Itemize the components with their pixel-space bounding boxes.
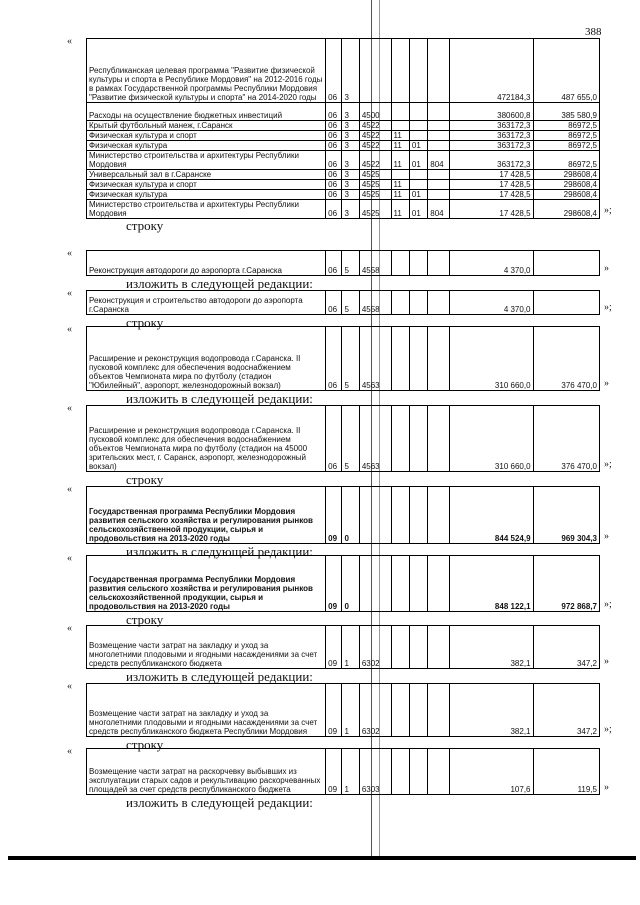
code-cell (409, 749, 427, 795)
code-cell: 3 (342, 190, 359, 200)
open-quote-mark: « (67, 288, 72, 299)
open-quote-mark: « (67, 623, 72, 634)
budget-table (86, 250, 600, 276)
amount-cell: 844 524,9 (449, 487, 533, 544)
code-cell (428, 131, 449, 141)
code-cell (409, 103, 427, 121)
row-name-cell: Универсальный зал в г.Саранске (87, 170, 326, 180)
code-cell (428, 121, 449, 131)
code-cell (428, 556, 449, 612)
code-cell (428, 170, 449, 180)
code-cell (409, 39, 427, 103)
row-name-cell: Государственная программа Республики Мордовия развития сельского хозяйства и регулирования рынков сельскохозяйственной продукции, сырья и продовольствия на 2013-2020 годы (87, 556, 326, 612)
row-name-cell: Реконструкция автодороги до аэропорта г.Саранска (87, 251, 326, 276)
code-cell (428, 749, 449, 795)
code-cell (391, 406, 409, 472)
row-name-cell: Государственная программа Республики Мордовия развития сельского хозяйства и регулирования рынков сельскохозяйственной продукции, сырья и продовольствия на 2013-2020 годы (87, 487, 326, 544)
code-cell (409, 487, 427, 544)
page-number: 388 (585, 26, 602, 38)
code-cell: 09 (326, 626, 342, 669)
amount-cell: 86972,5 (533, 151, 599, 170)
amount-cell: 17 428,5 (449, 200, 533, 219)
code-cell (428, 684, 449, 737)
code-cell: 3 (342, 131, 359, 141)
amount-cell: 363172,3 (449, 121, 533, 131)
amount-cell: 385 580,9 (533, 103, 599, 121)
code-cell (391, 291, 409, 315)
open-quote-mark: « (67, 324, 72, 335)
row-name-cell: Министерство строительства и архитектуры Республики Мордовия (87, 151, 326, 170)
code-cell (428, 327, 449, 391)
close-quote-mark: »; (604, 205, 612, 216)
code-cell: 4522 (359, 141, 391, 151)
code-cell (391, 170, 409, 180)
table-row (87, 131, 600, 141)
amount-cell: 86972,5 (533, 121, 599, 131)
code-cell: 11 (391, 131, 409, 141)
table-row (87, 749, 600, 795)
row-name-cell: Возмещение части затрат на закладку и уход за многолетними плодовыми и ягодными насаждениями за счет средств республиканского бюджета Республики Мордовия (87, 684, 326, 737)
code-cell (391, 684, 409, 737)
amount-cell: 310 660,0 (449, 327, 533, 391)
row-name-cell: Расходы на осуществление бюджетных инвестиций (87, 103, 326, 121)
amount-cell: 310 660,0 (449, 406, 533, 472)
table-row (87, 103, 600, 121)
amount-cell: 298608,4 (533, 180, 599, 190)
row-name-cell: Физическая культура (87, 141, 326, 151)
amount-cell: 17 428,5 (449, 170, 533, 180)
code-cell: 4558 (359, 291, 391, 315)
row-name-cell: Физическая культура и спорт (87, 131, 326, 141)
amount-cell: 17 428,5 (449, 180, 533, 190)
amount-cell: 382,1 (449, 626, 533, 669)
code-cell: 1 (342, 749, 359, 795)
code-cell: 3 (342, 180, 359, 190)
code-cell: 0 (342, 487, 359, 544)
code-cell: 4500 (359, 103, 391, 121)
amount-cell: 298608,4 (533, 200, 599, 219)
code-cell: 6303 (359, 749, 391, 795)
label-row: строку (126, 315, 164, 330)
label-edit: изложить в следующей редакции: (126, 669, 313, 684)
code-cell: 5 (342, 291, 359, 315)
amount-cell: 969 304,3 (533, 487, 599, 544)
bottom-rule (8, 856, 636, 860)
code-cell: 09 (326, 487, 342, 544)
amount-cell: 972 868,7 (533, 556, 599, 612)
label-edit: изложить в следующей редакции: (126, 276, 313, 291)
budget-table (86, 405, 600, 472)
row-name-cell: Физическая культура (87, 190, 326, 200)
amount-cell: 363172,3 (449, 141, 533, 151)
code-cell (409, 180, 427, 190)
code-cell (409, 291, 427, 315)
code-cell: 4525 (359, 180, 391, 190)
budget-table (86, 683, 600, 737)
code-cell: 4563 (359, 327, 391, 391)
code-cell: 06 (326, 103, 342, 121)
amount-cell: 472184,3 (449, 39, 533, 103)
amount-cell: 17 428,5 (449, 190, 533, 200)
code-cell (428, 103, 449, 121)
amount-cell: 119,5 (533, 749, 599, 795)
code-cell: 06 (326, 406, 342, 472)
code-cell: 4522 (359, 151, 391, 170)
amount-cell: 376 470,0 (533, 406, 599, 472)
row-name-cell: Расширение и реконструкция водопровода г.Саранска. II пусковой комплекс для обеспечения водоснабжением объектов Чемпионата мира по футболу (стадион "Юбилейный", аэропорт, железнодорожный вокзал) (87, 327, 326, 391)
code-cell (391, 121, 409, 131)
amount-cell: 363172,3 (449, 131, 533, 141)
row-name-cell: Расширение и реконструкция водопровода г.Саранска. II пусковой комплекс для обеспечения водоснабжением объектов Чемпионата мира по футболу (стадион на 45000 зрительских мест, г. Саранск, аэропорт, железнодорожный вокзал) (87, 406, 326, 472)
code-cell: 6302 (359, 684, 391, 737)
code-cell (409, 626, 427, 669)
amount-cell: 4 370,0 (449, 291, 533, 315)
label-edit: изложить в следующей редакции: (126, 544, 313, 559)
code-cell (428, 180, 449, 190)
row-name-cell: Министерство строительства и архитектуры Республики Мордовия (87, 200, 326, 219)
open-quote-mark: « (67, 403, 72, 414)
code-cell: 06 (326, 151, 342, 170)
code-cell: 5 (342, 406, 359, 472)
budget-table (86, 625, 600, 669)
amount-cell (533, 251, 599, 276)
code-cell: 06 (326, 200, 342, 219)
code-cell (391, 103, 409, 121)
code-cell (359, 39, 391, 103)
code-cell: 4522 (359, 121, 391, 131)
code-cell: 09 (326, 749, 342, 795)
code-cell (409, 327, 427, 391)
code-cell: 11 (391, 141, 409, 151)
code-cell (428, 251, 449, 276)
budget-table (86, 555, 600, 612)
close-quote-mark: »; (604, 302, 612, 313)
code-cell: 3 (342, 103, 359, 121)
amount-cell: 298608,4 (533, 170, 599, 180)
code-cell: 6302 (359, 626, 391, 669)
code-cell (409, 121, 427, 131)
code-cell: 5 (342, 251, 359, 276)
table-row (87, 406, 600, 472)
close-quote-mark: » (604, 782, 609, 793)
row-name-cell: Возмещение части затрат на закладку и уход за многолетними плодовыми и ягодными насаждениями за счет средств республиканского бюджета (87, 626, 326, 669)
code-cell (428, 626, 449, 669)
code-cell (428, 39, 449, 103)
code-cell (409, 556, 427, 612)
budget-table (86, 326, 600, 391)
code-cell: 09 (326, 556, 342, 612)
code-cell: 09 (326, 684, 342, 737)
code-cell: 4563 (359, 406, 391, 472)
code-cell: 01 (409, 200, 427, 219)
open-quote-mark: « (67, 746, 72, 757)
amount-cell: 4 370,0 (449, 251, 533, 276)
table-row (87, 327, 600, 391)
code-cell: 06 (326, 39, 342, 103)
open-quote-mark: « (67, 484, 72, 495)
code-cell: 3 (342, 200, 359, 219)
code-cell: 06 (326, 190, 342, 200)
close-quote-mark: » (604, 656, 609, 667)
code-cell: 06 (326, 291, 342, 315)
code-cell (391, 251, 409, 276)
table-row (87, 626, 600, 669)
code-cell (409, 131, 427, 141)
open-quote-mark: « (67, 36, 72, 47)
amount-cell: 347,2 (533, 626, 599, 669)
open-quote-mark: « (67, 681, 72, 692)
table-row (87, 251, 600, 276)
code-cell (428, 291, 449, 315)
code-cell: 3 (342, 39, 359, 103)
budget-table (86, 486, 600, 544)
code-cell: 5 (342, 327, 359, 391)
code-cell: 01 (409, 141, 427, 151)
label-row: строку (126, 218, 164, 233)
open-quote-mark: « (67, 553, 72, 564)
code-cell: 804 (428, 151, 449, 170)
code-cell (391, 39, 409, 103)
code-cell (391, 749, 409, 795)
close-quote-mark: » (604, 531, 609, 542)
amount-cell: 382,1 (449, 684, 533, 737)
code-cell (391, 487, 409, 544)
amount-cell: 86972,5 (533, 141, 599, 151)
amount-cell: 298608,4 (533, 190, 599, 200)
table-row (87, 180, 600, 190)
code-cell: 3 (342, 141, 359, 151)
label-row: строку (126, 612, 164, 627)
code-cell: 1 (342, 684, 359, 737)
table-row (87, 190, 600, 200)
code-cell (409, 251, 427, 276)
amount-cell: 363172,3 (449, 151, 533, 170)
code-cell: 11 (391, 180, 409, 190)
amount-cell: 380600,8 (449, 103, 533, 121)
code-cell (428, 487, 449, 544)
code-cell: 4525 (359, 200, 391, 219)
row-name-cell: Крытый футбольный манеж, г.Саранск (87, 121, 326, 131)
close-quote-mark: »; (604, 599, 612, 610)
table-row (87, 39, 600, 103)
table-row (87, 487, 600, 544)
amount-cell: 848 122,1 (449, 556, 533, 612)
table-row (87, 556, 600, 612)
amount-cell: 376 470,0 (533, 327, 599, 391)
code-cell: 11 (391, 151, 409, 170)
budget-table (86, 290, 600, 315)
code-cell: 3 (342, 151, 359, 170)
close-quote-mark: » (604, 263, 609, 274)
row-name-cell: Реконструкция и строительство автодороги до аэропорта г.Саранска (87, 291, 326, 315)
code-cell (428, 190, 449, 200)
code-cell (391, 556, 409, 612)
code-cell: 804 (428, 200, 449, 219)
label-edit: изложить в следующей редакции: (126, 795, 313, 810)
table-row (87, 141, 600, 151)
code-cell: 4525 (359, 190, 391, 200)
code-cell: 06 (326, 141, 342, 151)
table-row (87, 200, 600, 219)
code-cell (409, 684, 427, 737)
label-edit: изложить в следующей редакции: (126, 391, 313, 406)
code-cell: 4522 (359, 131, 391, 141)
code-cell (359, 487, 391, 544)
code-cell: 01 (409, 151, 427, 170)
amount-cell: 107,6 (449, 749, 533, 795)
code-cell: 3 (342, 170, 359, 180)
row-name-cell: Физическая культура и спорт (87, 180, 326, 190)
close-quote-mark: »; (604, 724, 612, 735)
close-quote-mark: » (604, 378, 609, 389)
amount-cell: 347,2 (533, 684, 599, 737)
code-cell (428, 406, 449, 472)
table-row (87, 170, 600, 180)
amount-cell (533, 291, 599, 315)
code-cell (428, 141, 449, 151)
code-cell: 06 (326, 131, 342, 141)
code-cell (391, 327, 409, 391)
table-row (87, 151, 600, 170)
amount-cell: 86972,5 (533, 131, 599, 141)
table-row (87, 291, 600, 315)
code-cell: 06 (326, 121, 342, 131)
budget-table (86, 38, 600, 219)
row-name-cell: Республиканская целевая программа "Развитие физической культуры и спорта в Республике Мордовия" на 2012-2016 годы в рамках Государственной программы Республики Мордовия "Развитие физической культуры и спорта" на 2014-2020 годы (87, 39, 326, 103)
label-row: строку (126, 737, 164, 752)
row-name-cell: Возмещение части затрат на раскорчевку выбывших из эксплуатации старых садов и рекультивацию раскорчеванных площадей за счет средств республиканского бюджета (87, 749, 326, 795)
code-cell: 11 (391, 200, 409, 219)
code-cell: 06 (326, 327, 342, 391)
code-cell (409, 170, 427, 180)
budget-table (86, 748, 600, 795)
code-cell: 11 (391, 190, 409, 200)
code-cell: 0 (342, 556, 359, 612)
code-cell: 06 (326, 251, 342, 276)
code-cell: 06 (326, 170, 342, 180)
code-cell: 01 (409, 190, 427, 200)
table-row (87, 684, 600, 737)
code-cell (391, 626, 409, 669)
code-cell: 1 (342, 626, 359, 669)
code-cell: 3 (342, 121, 359, 131)
code-cell: 4558 (359, 251, 391, 276)
code-cell: 4525 (359, 170, 391, 180)
code-cell (409, 406, 427, 472)
close-quote-mark: »; (604, 459, 612, 470)
table-row (87, 121, 600, 131)
open-quote-mark: « (67, 248, 72, 259)
code-cell: 06 (326, 180, 342, 190)
label-row: строку (126, 472, 164, 487)
amount-cell: 487 655,0 (533, 39, 599, 103)
code-cell (359, 556, 391, 612)
